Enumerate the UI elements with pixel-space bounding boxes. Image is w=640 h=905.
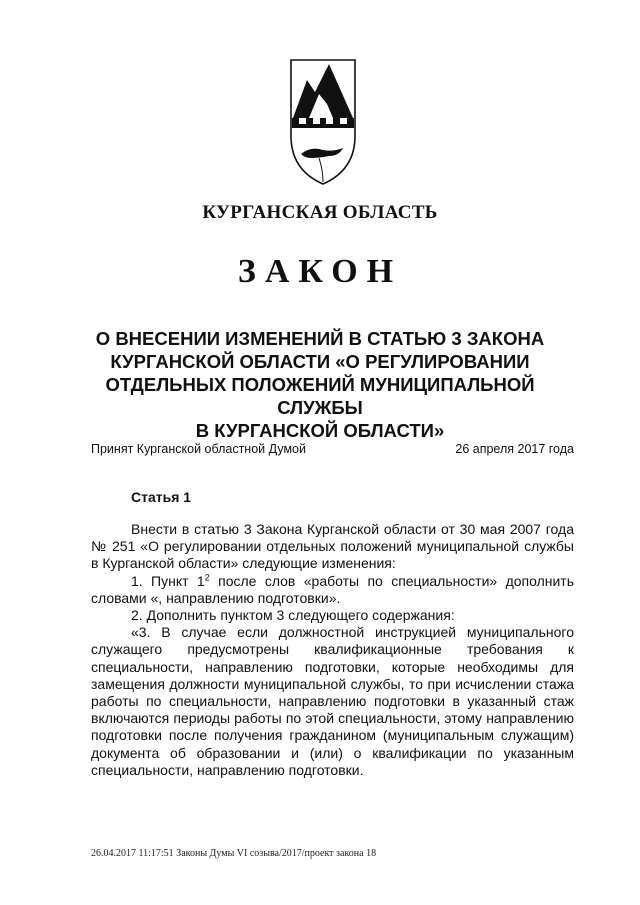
document-footer: 26.04.2017 11:17:51 Законы Думы VI созыва/2017/проект закона 18 <box>91 848 377 859</box>
adoption-label: Принят Курганской областной Думой <box>91 442 306 456</box>
paragraph-item-2: 2. Дополнить пунктом 3 следующего содержания: <box>131 607 455 624</box>
article-body <box>91 521 574 779</box>
law-subject <box>80 327 560 442</box>
adoption-date: 26 апреля 2017 года <box>455 442 574 456</box>
item-1-prefix: 1. Пункт 1 <box>131 572 205 589</box>
paragraph-quote: «3. В случае если должностной инструкцией муниципального служащего предусмотрены квалификационные требования к специальности, направлению подготовки, которые необходимы для замещения должности муниципальной службы, то при исчислении стажа работы по специальности, направлению подготовки в указанный стаж включаются периоды работы по этой специальности, этому направлению подготовки после получения гражданином (муниципальным служащим) документа об образовании и (или) о квалификации по указанным специальности, направлению подготовки. <box>91 624 574 778</box>
subject-line: О ВНЕСЕНИИ ИЗМЕНЕНИЙ В СТАТЬЮ 3 ЗАКОНА <box>95 328 545 349</box>
item-1-text: после слов «работы по специальности» дополнить словами «, направлению подготовки». <box>91 572 575 606</box>
region-heading: КУРГАНСКАЯ ОБЛАСТЬ <box>202 202 438 223</box>
subject-line: В КУРГАНСКОЙ ОБЛАСТИ» <box>195 420 445 441</box>
paragraph-item-1 <box>91 573 574 607</box>
subject-line: КУРГАНСКОЙ ОБЛАСТИ «О РЕГУЛИРОВАНИИ <box>110 351 530 372</box>
document-title: ЗАКОН <box>237 253 403 290</box>
item-1-superscript: 2 <box>204 571 210 582</box>
coat-of-arms-emblem <box>289 58 357 186</box>
paragraph-intro: Внести в статью 3 Закона Курганской области от 30 мая 2007 года № 251 «О регулировании отдельных положений муниципальной службы в Курганской области» следующие изменения: <box>91 521 574 572</box>
subject-line: ОТДЕЛЬНЫХ ПОЛОЖЕНИЙ МУНИЦИПАЛЬНОЙ СЛУЖБЫ <box>105 374 535 418</box>
article-heading: Статья 1 <box>131 489 192 505</box>
